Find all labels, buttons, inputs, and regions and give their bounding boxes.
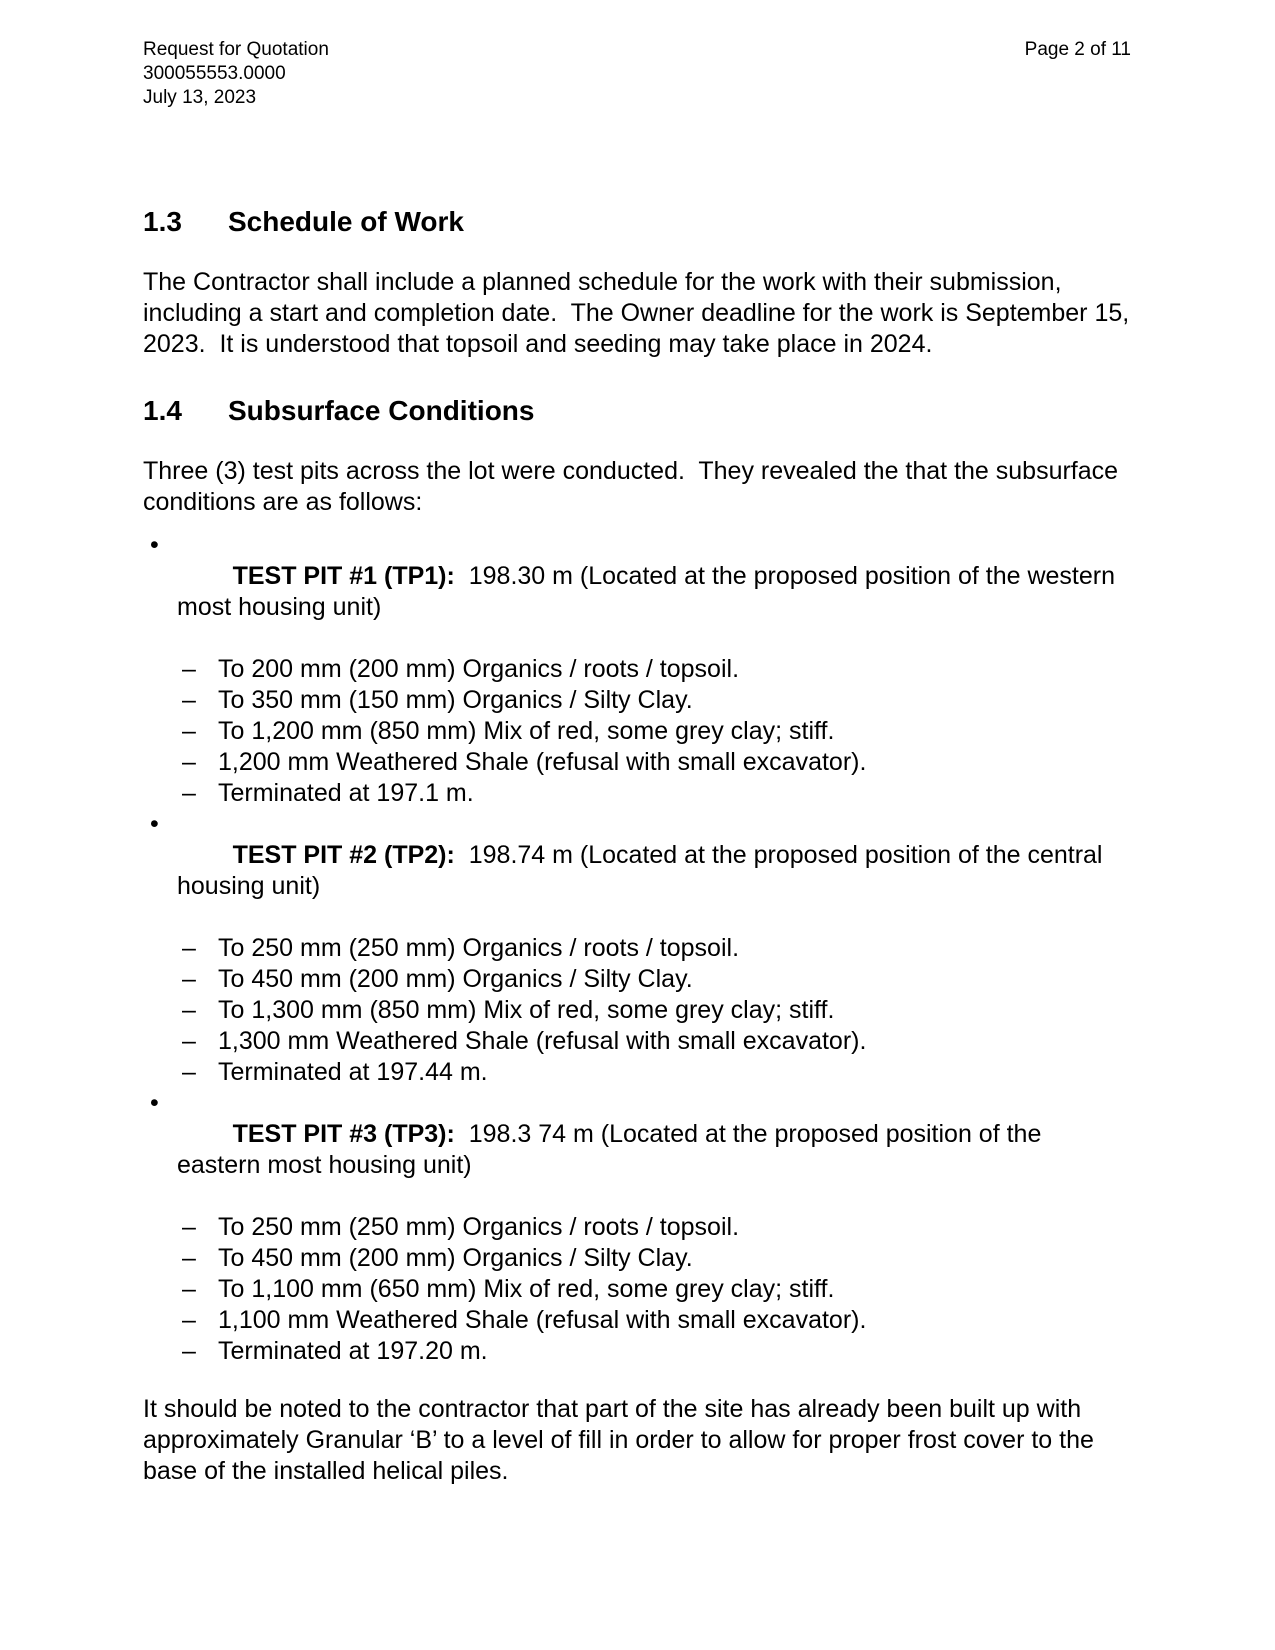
- dash-marker-icon: –: [182, 1275, 196, 1303]
- test-pit-description: 198.3 74 m (Located at the proposed position of the eastern most housing unit): [177, 1120, 1049, 1179]
- sub-item-text: 1,300 mm Weathered Shale (refusal with small excavator).: [218, 1027, 867, 1055]
- document-date: July 13, 2023: [143, 87, 257, 108]
- test-pit-sub-item: [143, 1336, 1131, 1367]
- section-title: Schedule of Work: [228, 206, 464, 237]
- dash-marker-icon: –: [182, 934, 196, 962]
- test-pit-label: TEST PIT #1 (TP1):: [232, 562, 455, 590]
- test-pit-label: TEST PIT #3 (TP3):: [232, 1120, 455, 1148]
- dash-marker-icon: –: [182, 1027, 196, 1055]
- test-pit-sub-item: [143, 995, 1131, 1026]
- dash-marker-icon: –: [182, 1213, 196, 1241]
- test-pit-heading: [143, 809, 1131, 933]
- section-number: 1.4: [143, 395, 182, 426]
- test-pit-sub-item: [143, 685, 1131, 716]
- test-pit-description: 198.30 m (Located at the proposed position of the western most housing unit): [177, 562, 1122, 621]
- test-pit-sub-item: [143, 933, 1131, 964]
- sub-item-text: To 250 mm (250 mm) Organics / roots / topsoil.: [218, 934, 740, 962]
- sub-item-text: To 450 mm (200 mm) Organics / Silty Clay.: [218, 965, 693, 993]
- test-pit-description: 198.74 m (Located at the proposed position of the central housing unit): [177, 841, 1110, 900]
- sub-item-text: Terminated at 197.20 m.: [218, 1337, 488, 1365]
- dash-marker-icon: –: [182, 779, 196, 807]
- document-reference-number: 300055553.0000: [143, 63, 286, 84]
- dash-marker-icon: –: [182, 1306, 196, 1334]
- test-pit-list: [143, 530, 1131, 1367]
- dash-marker-icon: –: [182, 996, 196, 1024]
- test-pit-label: TEST PIT #2 (TP2):: [232, 841, 455, 869]
- test-pit-heading: [143, 1088, 1131, 1212]
- sub-item-text: To 200 mm (200 mm) Organics / roots / topsoil.: [218, 655, 740, 683]
- section-number: 1.3: [143, 206, 182, 237]
- schedule-of-work-paragraph: The Contractor shall include a planned schedule for the work with their submission, including a start and completion date. The Owner deadline for the work is September 15, 2023. It is understood that topsoil and seeding may take place in 2024.: [143, 268, 1137, 358]
- sub-item-text: To 450 mm (200 mm) Organics / Silty Clay.: [218, 1244, 693, 1272]
- test-pit-sub-item: [143, 964, 1131, 995]
- sub-item-text: To 250 mm (250 mm) Organics / roots / topsoil.: [218, 1213, 740, 1241]
- header-left-block: [143, 38, 329, 110]
- test-pit-sub-item: [143, 1026, 1131, 1057]
- test-pit-sub-item: [143, 747, 1131, 778]
- sub-item-text: 1,100 mm Weathered Shale (refusal with small excavator).: [218, 1306, 867, 1334]
- sub-item-text: To 350 mm (150 mm) Organics / Silty Clay.: [218, 686, 693, 714]
- dash-marker-icon: –: [182, 655, 196, 683]
- dash-marker-icon: –: [182, 686, 196, 714]
- test-pit-sub-item: [143, 778, 1131, 809]
- document-header: [143, 38, 1131, 110]
- dash-marker-icon: –: [182, 1244, 196, 1272]
- test-pit-sub-item: [143, 1305, 1131, 1336]
- dash-marker-icon: –: [182, 717, 196, 745]
- dash-marker-icon: –: [182, 965, 196, 993]
- test-pit-sub-item: [143, 1212, 1131, 1243]
- sub-item-text: Terminated at 197.44 m.: [218, 1058, 488, 1086]
- section-heading-schedule-of-work: [143, 204, 1131, 240]
- sub-item-text: To 1,300 mm (850 mm) Mix of red, some grey clay; stiff.: [218, 996, 835, 1024]
- closing-paragraph: It should be noted to the contractor that part of the site has already been built up with approximately Granular ‘B’ to a level of fill in order to allow for proper frost cover to the base of the installed helical piles.: [143, 1395, 1101, 1485]
- sub-item-text: To 1,200 mm (850 mm) Mix of red, some grey clay; stiff.: [218, 717, 835, 745]
- bullet-marker-icon: •: [150, 1089, 159, 1117]
- test-pit-sub-item: [143, 654, 1131, 685]
- subsurface-conditions-paragraph: Three (3) test pits across the lot were conducted. They revealed the that the subsurface conditions are as follows:: [143, 457, 1126, 516]
- test-pit-sub-item: [143, 1057, 1131, 1088]
- test-pit-sub-item: [143, 1243, 1131, 1274]
- test-pit-sub-list: [143, 1212, 1131, 1367]
- test-pit-heading: [143, 530, 1131, 654]
- document-title: Request for Quotation: [143, 39, 329, 60]
- list-item: [143, 1088, 1131, 1367]
- sub-item-text: Terminated at 197.1 m.: [218, 779, 474, 807]
- sub-item-text: 1,200 mm Weathered Shale (refusal with small excavator).: [218, 748, 867, 776]
- test-pit-sub-list: [143, 654, 1131, 809]
- test-pit-sub-item: [143, 1274, 1131, 1305]
- page-indicator: Page 2 of 11: [1024, 39, 1131, 60]
- sub-item-text: To 1,100 mm (650 mm) Mix of red, some grey clay; stiff.: [218, 1275, 835, 1303]
- dash-marker-icon: –: [182, 1058, 196, 1086]
- list-item: [143, 809, 1131, 1088]
- bullet-marker-icon: •: [150, 810, 159, 838]
- section-heading-subsurface-conditions: [143, 393, 1131, 429]
- test-pit-sub-item: [143, 716, 1131, 747]
- section-title: Subsurface Conditions: [228, 395, 535, 426]
- test-pit-sub-list: [143, 933, 1131, 1088]
- dash-marker-icon: –: [182, 748, 196, 776]
- bullet-marker-icon: •: [150, 531, 159, 559]
- dash-marker-icon: –: [182, 1337, 196, 1365]
- list-item: [143, 530, 1131, 809]
